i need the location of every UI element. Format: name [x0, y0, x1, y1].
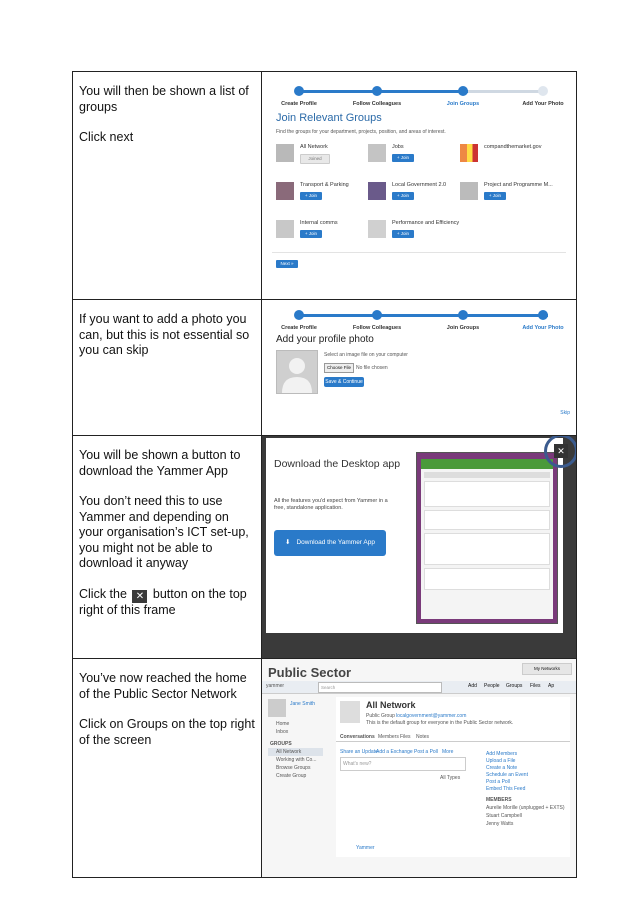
download-yammer-button[interactable]: [274, 530, 386, 556]
app-preview: [416, 452, 558, 624]
step-dot: [538, 310, 548, 320]
nav-groups[interactable]: Groups: [506, 683, 523, 689]
photo-title: Add your profile photo: [276, 334, 374, 345]
join-button[interactable]: + Join: [300, 192, 322, 200]
download-icon: ⬇: [285, 539, 291, 546]
group-image: [368, 220, 386, 238]
progress-steps: [276, 300, 562, 337]
group-name: Transport & Parking: [300, 182, 349, 188]
group-name: compandthemarket.gov: [484, 144, 542, 150]
my-networks-menu[interactable]: My Networks: [522, 663, 572, 675]
row2-p1: If you want to add a photo you can, but this is not essential so you can skip: [79, 312, 250, 357]
close-button[interactable]: ✕: [554, 444, 568, 458]
share-more[interactable]: More: [442, 749, 454, 755]
top-bar: [262, 681, 576, 694]
step-label: Create Profile: [281, 101, 317, 107]
action-link[interactable]: Add Members: [486, 751, 518, 757]
side-inbox[interactable]: Inbox: [276, 729, 289, 735]
join-title: Join Relevant Groups: [276, 112, 382, 124]
join-button[interactable]: + Join: [392, 154, 414, 162]
member-item[interactable]: Stuart Campbell: [486, 813, 522, 819]
row-desktop-app: [73, 436, 577, 659]
home-screenshot: [262, 659, 577, 878]
desktop-app-screenshot: [262, 436, 577, 659]
group-image: [276, 220, 294, 238]
step-dot: [458, 310, 468, 320]
desktop-desc: All the features you'd expect from Yammer in a free, standalone application.: [274, 498, 388, 511]
row-join-groups: [73, 72, 577, 300]
skip-link[interactable]: Skip: [560, 410, 570, 416]
share-update[interactable]: Share an Update: [340, 749, 378, 755]
bottom-tab[interactable]: Yammer: [356, 845, 375, 851]
step-dot: [372, 310, 382, 320]
tab-bar: [336, 731, 570, 742]
search-input[interactable]: Search: [318, 682, 442, 693]
member-item[interactable]: Jenny Watts: [486, 821, 514, 827]
members-heading: MEMBERS: [486, 797, 512, 803]
side-group[interactable]: Working with Co...: [276, 757, 317, 763]
main-panel: [336, 697, 570, 857]
save-continue-button[interactable]: Save & Continue: [325, 379, 363, 385]
desktop-modal: [266, 438, 563, 633]
row-add-photo: [73, 300, 577, 436]
photo-hint: Select an image file on your computer: [324, 352, 408, 358]
groups-heading: GROUPS: [270, 741, 292, 747]
row4-p1: You’ve now reached the home of the Public Sector Network: [79, 671, 247, 701]
join-button[interactable]: + Join: [392, 230, 414, 238]
join-button[interactable]: + Join: [392, 192, 414, 200]
step-label: Follow Colleagues: [352, 325, 402, 331]
step-label: Create Profile: [281, 325, 317, 331]
step-dot: [294, 86, 304, 96]
step-label: Follow Colleagues: [352, 101, 402, 107]
tab-conversations[interactable]: Conversations: [340, 734, 375, 740]
member-item[interactable]: Aurelie Morille (unplugged + EXTS): [486, 805, 565, 811]
whats-new-input[interactable]: What's new?: [340, 757, 466, 771]
tab-notes[interactable]: Notes: [416, 734, 430, 740]
step-dot: [372, 86, 382, 96]
row3-text: [73, 436, 262, 659]
no-file-text: No file chosen: [356, 365, 388, 371]
group-image: [460, 144, 478, 162]
row4-text: [73, 659, 262, 878]
row1-text: [73, 72, 262, 300]
row2-text: [73, 300, 262, 436]
group-email: localgovernment@yammer.com: [396, 713, 467, 719]
step-label: Join Groups: [446, 325, 480, 331]
group-name: Project and Programme M...: [484, 182, 553, 188]
close-icon: ✕: [132, 590, 147, 603]
group-name: Local Government 2.0: [392, 182, 447, 188]
group-image: [276, 144, 294, 162]
action-link[interactable]: Embed This Feed: [486, 786, 526, 792]
group-avatar: [340, 701, 360, 723]
side-user[interactable]: Jane Smith: [290, 701, 316, 707]
instruction-table: [72, 71, 577, 878]
side-group[interactable]: Browse Groups: [276, 765, 311, 771]
action-link[interactable]: Post a Poll: [486, 779, 510, 785]
row4-p2: Click on Groups on the top right of the screen: [79, 717, 255, 747]
click-before: Click the: [79, 586, 127, 601]
all-types-filter[interactable]: All Types: [440, 775, 461, 781]
progress-steps: [276, 74, 562, 112]
click-after: button on the top right of this frame: [79, 586, 247, 617]
nav-files[interactable]: Files: [530, 683, 541, 689]
row1-p1: You will then be shown a list of groups: [79, 84, 249, 114]
group-image: [368, 144, 386, 162]
row-home: [73, 659, 577, 878]
group-image: [368, 182, 386, 200]
join-subtitle: Find the groups for your department, projects, position, and areas of interest.: [276, 129, 446, 135]
row3-p3: [79, 587, 256, 619]
side-group[interactable]: Create Group: [276, 773, 307, 779]
tab-members[interactable]: Members: [378, 734, 399, 740]
group-name: Performance and Efficiency: [392, 220, 460, 226]
nav-add[interactable]: Add: [468, 683, 477, 689]
step-label: Add Your Photo: [522, 325, 564, 331]
nav-people[interactable]: People: [484, 683, 500, 689]
yammer-menu[interactable]: yammer: [266, 683, 285, 689]
group-image: [276, 182, 294, 200]
step-dot: [458, 86, 468, 96]
group-name: Internal comms: [300, 220, 338, 226]
desktop-title: Download the Desktop app: [274, 458, 401, 470]
choose-file-button[interactable]: Choose File: [324, 363, 354, 373]
nav-apps[interactable]: Ap: [548, 683, 555, 689]
group-title: All Network: [366, 700, 416, 710]
joined-button[interactable]: Joined: [300, 154, 330, 164]
group-image: [460, 182, 478, 200]
step-label: Join Groups: [446, 101, 480, 107]
step-dot: [294, 310, 304, 320]
step-label: Add Your Photo: [522, 101, 564, 107]
row3-p2: You don’t need this to use Yammer and depending on your organisation’s ICT set-up, you might not be able to download it anyway: [79, 494, 249, 570]
tab-files[interactable]: Files: [400, 734, 411, 740]
action-link[interactable]: Schedule an Event: [486, 772, 528, 778]
add-photo-screenshot: [262, 300, 577, 436]
share-poll[interactable]: Post a Poll: [414, 749, 438, 755]
highlight-ring: [544, 436, 577, 469]
share-exchange[interactable]: Add a Exchange: [376, 749, 413, 755]
action-link[interactable]: Upload a File: [486, 758, 516, 764]
join-button[interactable]: + Join: [484, 192, 506, 200]
step-dot: [538, 86, 548, 96]
avatar-placeholder: [276, 350, 318, 394]
group-name: Jobs: [392, 144, 404, 150]
network-brand: Public Sector: [268, 665, 352, 680]
group-type: Public Group: [366, 713, 395, 719]
row1-p2: Click next: [79, 130, 134, 144]
action-link[interactable]: Create a Note: [486, 765, 518, 771]
download-label: Download the Yammer App: [296, 539, 375, 546]
join-button[interactable]: + Join: [300, 230, 322, 238]
row3-p1: You will be shown a button to download the Yammer App: [79, 448, 241, 478]
join-groups-screenshot: [262, 72, 577, 300]
next-button[interactable]: Next »: [276, 260, 298, 268]
group-name: All Network: [300, 144, 328, 150]
side-home[interactable]: Home: [276, 721, 290, 727]
avatar: [268, 699, 286, 717]
group-desc: This is the default group for everyone in the Public Sector network.: [366, 720, 514, 726]
side-group[interactable]: All Network: [276, 749, 302, 755]
